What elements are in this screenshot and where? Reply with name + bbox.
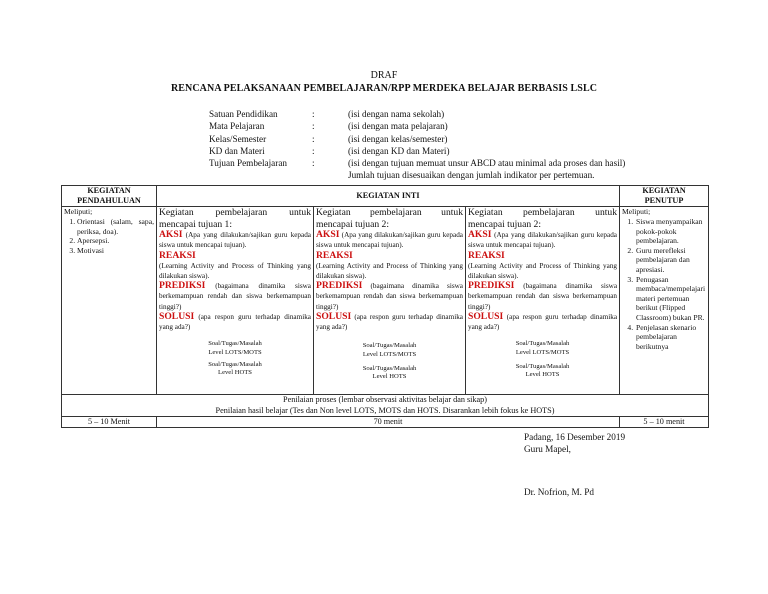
aksi-label: AKSI — [316, 229, 340, 241]
aksi-label: AKSI — [159, 229, 183, 241]
soal-lots-level: Level LOTS/MOTS — [515, 348, 570, 356]
soal-hots-level: Level HOTS — [372, 373, 407, 381]
info-label: Mata Pelajaran — [209, 121, 265, 132]
document-title: RENCANA PELAKSANAAN PEMBELAJARAN/RPP MERDEKA BELAJAR BERBASIS LSLC — [170, 83, 598, 94]
prediksi-label: PREDIKSI — [316, 280, 363, 292]
info-value: (isi dengan KD dan Materi) — [348, 145, 450, 156]
info-row-satuan — [209, 108, 625, 120]
info-row-tujuan — [209, 157, 625, 169]
solusi-text: (apa respon guru terhadap dinamika yang ada?) — [316, 312, 463, 332]
info-row-kd — [209, 145, 625, 157]
activity-table — [61, 185, 709, 428]
inti-cell-3 — [466, 207, 620, 395]
info-row-mapel — [209, 120, 625, 132]
info-colon — [312, 169, 348, 181]
solusi-label: SOLUSI — [316, 310, 352, 322]
aksi-text: (Apa yang dilakukan/sajikan guru kepada siswa untuk mencapai tujuan). — [159, 231, 311, 250]
info-label: Satuan Pendidikan — [209, 109, 278, 119]
solusi-label: SOLUSI — [159, 310, 195, 322]
list-item: 3. Penugasan membaca/mempelajari materi pertemuan berikut (Flipped Classroom) bukan PR. — [635, 275, 706, 323]
list-item: 1. Orientasi (salam, sapa, periksa, doa). — [77, 217, 154, 236]
signature-name: Dr. Nofrion, M. Pd — [524, 486, 594, 497]
penutup-intro: Meliputi; — [622, 207, 651, 217]
soal-lots-label: Soal/Tugas/Masalah — [515, 340, 570, 348]
time-penutup: 5 – 10 menit — [620, 416, 709, 427]
info-colon: : — [312, 109, 315, 119]
info-value: Jumlah tujuan disesuaikan dengan jumlah indikator per pertemuan. — [348, 170, 595, 181]
solusi-text: (apa respon guru terhadap dinamika yang ada?) — [159, 312, 311, 332]
inti-heading: Kegiatan pembelajaran untuk mencapai tujuan 2: — [468, 207, 618, 230]
list-item: 4. Penjelasan skenario pembelajaran berikutnya — [635, 323, 706, 352]
header-inti: KEGIATAN INTI — [157, 186, 620, 207]
list-item: 3. Motivasi — [77, 246, 154, 256]
solusi-label: SOLUSI — [468, 310, 504, 322]
info-row-note — [209, 169, 625, 181]
info-label — [209, 169, 312, 181]
pendahuluan-intro: Meliputi; — [64, 207, 93, 217]
reaksi-text: (Learning Activity and Process of Thinking yang dilakukan siswa). — [468, 261, 618, 281]
penilaian-proses: Penilaian proses (lembar observasi aktivitas belajar dan sikap) — [283, 395, 487, 405]
aksi-text: (Apa yang dilakukan/sajikan guru kepada siswa untuk mencapai tujuan). — [316, 231, 463, 250]
reaksi-label: REAKSI — [159, 249, 196, 261]
reaksi-label: REAKSI — [468, 249, 505, 261]
table-body-row — [62, 207, 709, 395]
info-row-kelas — [209, 133, 625, 145]
assessment-cell — [62, 395, 709, 416]
soal-hots-level: Level HOTS — [525, 371, 560, 379]
reaksi-text: (Learning Activity and Process of Thinking yang dilakukan siswa). — [316, 261, 463, 281]
pendahuluan-cell — [62, 207, 157, 395]
info-label: Tujuan Pembelajaran — [209, 158, 287, 169]
signature-block — [524, 431, 625, 498]
prediksi-text: (bagaimana dinamika siswa berkemampuan rendah dan siswa berkemampuan tinggi?) — [468, 282, 618, 311]
signature-role: Guru Mapel, — [524, 444, 571, 455]
info-label: KD dan Materi — [209, 145, 265, 156]
info-colon: : — [312, 121, 315, 132]
solusi-text: (apa respon guru terhadap dinamika yang ada?) — [468, 312, 618, 332]
soal-hots-label: Soal/Tugas/Masalah — [362, 365, 417, 373]
prediksi-label: PREDIKSI — [468, 280, 515, 292]
info-label: Kelas/Semester — [209, 133, 267, 144]
soal-hots-label: Soal/Tugas/Masalah — [515, 363, 570, 371]
time-row — [62, 416, 709, 427]
info-value: (isi dengan nama sekolah) — [348, 109, 445, 119]
soal-hots-label: Soal/Tugas/Masalah — [208, 361, 262, 369]
signature-place-date: Padang, 16 Desember 2019 — [524, 432, 626, 442]
info-value: (isi dengan kelas/semester) — [348, 133, 448, 144]
info-colon: : — [312, 158, 315, 169]
reaksi-label: REAKSI — [316, 249, 353, 261]
penutup-cell — [620, 207, 709, 395]
inti-cell-2 — [314, 207, 466, 395]
inti-heading: Kegiatan pembelajaran untuk mencapai tujuan 1: — [159, 207, 311, 230]
time-pendahuluan: 5 – 10 Menit — [62, 416, 157, 427]
soal-hots-level: Level HOTS — [218, 369, 252, 377]
table-header-row — [62, 186, 709, 207]
soal-lots-label: Soal/Tugas/Masalah — [362, 342, 417, 350]
header-pendahuluan: KEGIATAN PENDAHULUAN — [62, 186, 157, 207]
soal-lots-label: Soal/Tugas/Masalah — [208, 340, 262, 348]
inti-cell-1 — [157, 207, 314, 395]
assessment-row — [62, 395, 709, 416]
reaksi-text: (Learning Activity and Process of Thinking yang dilakukan siswa). — [159, 261, 311, 281]
time-inti: 70 menit — [157, 416, 620, 427]
inti-heading: Kegiatan pembelajaran untuk mencapai tujuan 2: — [316, 207, 463, 230]
identity-block — [209, 108, 625, 182]
document-draft-label: DRAF — [370, 70, 398, 81]
penilaian-hasil: Penilaian hasil belajar (Tes dan Non level LOTS, MOTS dan HOTS. Disarankan lebih fokus ke HOTS) — [215, 405, 555, 415]
list-item: 1. Siswa menyampaikan pokok-pokok pembelajaran. — [635, 217, 706, 246]
header-penutup: KEGIATAN PENUTUP — [620, 186, 709, 207]
prediksi-text: (bagaimana dinamika siswa berkemampuan rendah dan siswa berkemampuan tinggi?) — [159, 282, 312, 311]
info-value: (isi dengan tujuan memuat unsur ABCD atau minimal ada proses dan hasil) — [348, 158, 626, 169]
info-colon: : — [312, 145, 315, 156]
prediksi-label: PREDIKSI — [159, 280, 206, 292]
info-value: (isi dengan mata pelajaran) — [348, 121, 448, 132]
soal-lots-level: Level LOTS/MOTS — [208, 348, 262, 356]
aksi-label: AKSI — [468, 229, 492, 241]
prediksi-text: (bagaimana dinamika siswa berkemampuan rendah dan siswa berkemampuan tinggi?) — [316, 282, 463, 311]
aksi-text: (Apa yang dilakukan/sajikan guru kepada siswa untuk mencapai tujuan). — [468, 231, 618, 250]
soal-lots-level: Level LOTS/MOTS — [362, 350, 417, 358]
list-item: 2. Apersepsi. — [77, 236, 154, 246]
list-item: 2. Guru merefleksi pembelajaran dan apresiasi. — [635, 246, 706, 275]
info-colon: : — [312, 133, 315, 144]
